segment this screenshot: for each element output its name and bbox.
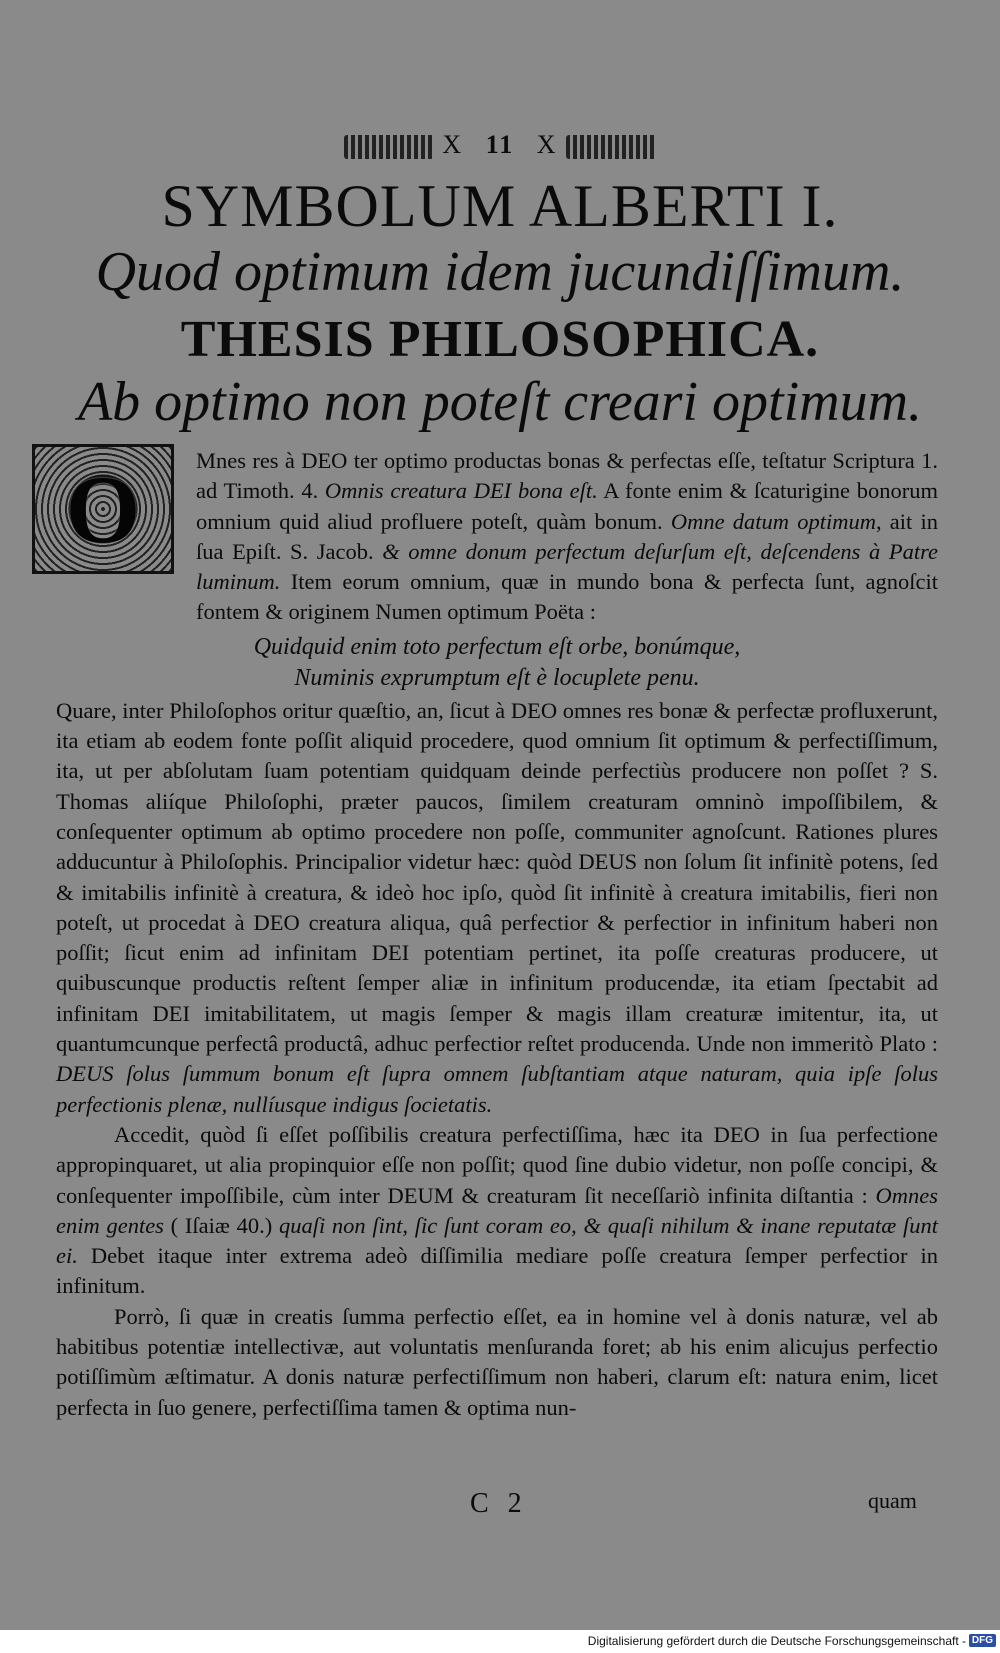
ornament-right-icon	[566, 135, 656, 159]
p1-quote-timothy: Omnis creatura DEI bona eſt.	[324, 478, 598, 504]
p1-quote-jacob-a: Omne datum optimum	[670, 508, 876, 534]
p3-quote-b: quaſi non ſint, ſic ſunt coram eo, & quaſi nihilum & inane reputatæ ſunt ei.	[56, 1212, 939, 1269]
poem	[56, 632, 938, 694]
motto: Quod optimum idem jucundiſſimum.	[95, 241, 905, 303]
header-separator-left: X	[442, 130, 464, 159]
page-header	[0, 130, 1000, 160]
body-text	[56, 446, 938, 1423]
header-separator-right: X	[536, 130, 558, 159]
p1-text-a: Mnes res à DEO ter optimo productas bonas & perfectas eſſe, teſtatur Scriptura 1. ad Timoth. 4.	[196, 448, 938, 504]
ornament-left-icon	[344, 135, 434, 159]
main-title: SYMBOLUM ALBERTI I.	[161, 173, 839, 239]
p3-reference: ( Iſaiæ 40.)	[163, 1212, 279, 1238]
poem-line-2: Numinis exprumptum eſt è locuplete penu.	[294, 664, 700, 691]
paragraph-1	[56, 446, 938, 628]
p1-quote-jacob-b: & omne donum perfectum deſurſum eſt, deſcendens à Patre luminum.	[196, 538, 939, 595]
paragraph-4: Porrò, ſi quæ in creatis ſumma perfectio eſſet, ea in homine vel à donis naturæ, vel ab habitibus potentiæ intellectivæ, aut voluntatis menſuranda foret; ab his enim alicujus perfectio potiſſimùm æſtimatur. A donis naturæ perfectiſſimum non haberi, clarum eſt: natura enim, licet perfecta in ſuo genere, perfectiſſima tamen & optima nun-	[56, 1303, 938, 1420]
p1-text-e: , ait in ſua Epiſt. S. Jacob.	[196, 508, 938, 564]
thesis-statement: Ab optimo non poteſt creari optimum.	[77, 371, 923, 433]
p3-text-a: Accedit, quòd ſi eſſet poſſibilis creatura perfectiſſima, hæc ita DEO in ſua perfectione appropinquaret, ut alia propinquior eſſe non poſſit; quod ſine dubio videtur, non poſſe concipi, & conſequenter impoſſibile, cùm inter DEUM & creaturam ſit neceſſariò infinita diſtantia :	[56, 1121, 938, 1208]
p1-text-c: A fonte enim & ſcaturigine bonorum omnium quid aliud profluere poteſt, quàm bonum.	[196, 478, 938, 534]
footer-bar	[0, 1630, 1000, 1653]
p3-quote-a: Omnes enim gentes	[56, 1182, 938, 1238]
page-number: 11	[485, 130, 515, 159]
initial-letter: O	[65, 455, 141, 563]
signature-mark: C 2	[470, 1488, 528, 1519]
thesis-heading: THESIS PHILOSOPHICA.	[180, 311, 820, 368]
dfg-logo-icon: DFG	[969, 1634, 996, 1647]
footer-text: Digitalisierung gefördert durch die Deutsche Forschungsgemeinschaft -	[587, 1634, 966, 1648]
catchword: quam	[868, 1488, 917, 1513]
paragraph-3	[56, 1120, 938, 1302]
paragraph-2	[56, 696, 938, 1120]
p2-text: Quare, inter Philoſophos oritur quæſtio, an, ſicut à DEO omnes res bonæ & perfectæ profluxerunt, ita etiam ab eodem fonte poſſit aliquid procedere, quod omnium ſit optimum & perfectiſſimum, ita, ut per abſolutam ſuam potentiam quidquam deinde perfectiùs producere non poſſet ? S. Thomas aliíque Philoſophi, præter paucos, ſimilem creaturam omninò impoſſibilem, & conſequenter optimum ab optimo procedere non poſſe, communiter agnoſcunt. Rationes plures adducuntur à Philoſophis. Principalior videtur hæc: quòd DEUS non ſolum ſit infinitè potens, ſed & imitabilis infinitè à creatura, & ideò hoc ipſo, quòd ſit infinitè à creatura imitabilis, fieri non poteſt, ut procedat à DEO creatura aliqua, quâ perfectior & perfectior in infinitum haberi non poſſit; ſicut enim ad infinitam DEI potentiam pertinet, ita poſſe creaturas producere, ut quibuscunque productis reſtent ſemper aliæ in infinitum producendæ, ita etiam ſpectabit ad infinitam DEI imitabilitatem, ut magis ſemper & magis illam creaturæ imitentur, ita, ut quantumcunque perfectâ productâ, adhuc perfectior reſtet producenda. Unde non immeritò Plato :	[56, 697, 938, 1057]
poem-line-1: Quidquid enim toto perfectum eſt orbe, bonúmque,	[253, 633, 741, 660]
p3-text-e: Debet itaque inter extrema adeò diſſimilia mediare poſſe creatura ſemper perfectior in infinitum.	[56, 1243, 938, 1299]
p2-quote-plato: DEUS ſolus ſummum bonum eſt ſupra omnem ſubſtantiam atque naturam, quia ipſe ſolus perfectionis plenæ, nullíusque indigus ſocietatis.	[56, 1061, 938, 1117]
p1-text-g: Item eorum omnium, quæ in mundo bona & perfecta ſunt, agnoſcit fontem & originem Numen optimum Poëta :	[196, 569, 938, 625]
